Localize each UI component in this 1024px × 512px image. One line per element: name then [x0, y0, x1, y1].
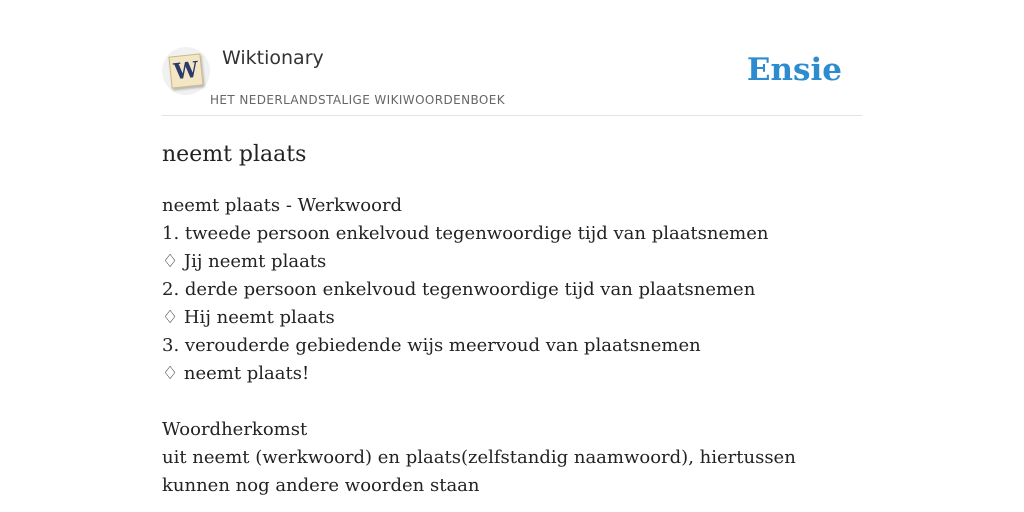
site-name-link[interactable]: Wiktionary: [222, 47, 324, 69]
definition-example: ♢ Jij neemt plaats: [162, 251, 327, 272]
definition-item: 3. verouderde gebiedende wijs meervoud van plaatsnemen: [162, 335, 701, 356]
wiktionary-w-tile-icon: W: [168, 53, 203, 88]
entry-heading-line: neemt plaats - Werkwoord: [162, 195, 403, 216]
ensie-brand-logo[interactable]: Ensie: [746, 52, 842, 88]
etymology-text: uit neemt (werkwoord) en plaats(zelfstandig naamwoord), hiertussen kunnen nog andere woorden staan: [162, 447, 796, 496]
header-divider: [162, 115, 862, 116]
paragraph-spacer: [162, 388, 862, 416]
etymology-heading: Woordherkomst: [162, 419, 308, 440]
page-title: neemt plaats: [162, 142, 307, 167]
definition-example: ♢ neemt plaats!: [162, 363, 310, 384]
definition-item: 2. derde persoon enkelvoud tegenwoordige tijd van plaatsnemen: [162, 279, 756, 300]
site-tagline: HET NEDERLANDSTALIGE WIKIWOORDENBOEK: [210, 93, 506, 107]
site-logo[interactable]: [162, 47, 210, 95]
page: [162, 0, 862, 512]
definition-item: 1. tweede persoon enkelvoud tegenwoordige tijd van plaatsnemen: [162, 223, 769, 244]
definition-example: ♢ Hij neemt plaats: [162, 307, 335, 328]
article-content: [162, 192, 862, 500]
